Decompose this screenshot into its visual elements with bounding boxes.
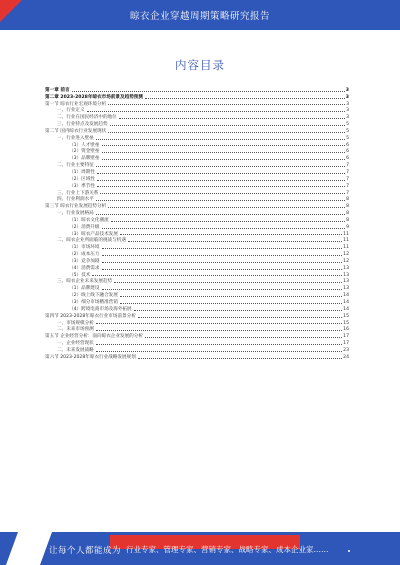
toc-leader-dots — [138, 357, 342, 359]
toc-entry[interactable] — [45, 202, 349, 209]
toc-entry-label: （4）跨境电商市场及海外拓展 — [69, 306, 132, 312]
toc-entry-page: 11 — [343, 238, 349, 244]
toc-entry-label: 三、行业特点及发展趋势 — [57, 122, 108, 128]
toc-entry-label: （5）技术 — [69, 272, 91, 278]
toc-entry-label: （3）细分市场精准营销 — [69, 300, 118, 305]
toc-leader-dots — [102, 247, 343, 249]
toc-entry[interactable] — [45, 257, 349, 264]
footer-dot — [348, 550, 350, 552]
toc-entry[interactable] — [45, 291, 349, 298]
toc-entry[interactable] — [45, 305, 349, 312]
toc-leader-dots — [111, 220, 345, 222]
toc-entry[interactable] — [45, 154, 349, 161]
toc-entry-label: 第四节 2023-2028年晾衣行业市场前景分析 — [45, 313, 136, 319]
toc-entry[interactable] — [45, 196, 349, 203]
toc-entry-label: 三、行业上下游关系 — [57, 190, 99, 196]
toc-leader-dots — [134, 309, 342, 311]
toc-leader-dots — [128, 240, 342, 242]
footer-slogan: 让每个人都能成为 — [49, 546, 122, 556]
toc-entry[interactable] — [45, 175, 349, 182]
toc-entry[interactable] — [45, 134, 349, 141]
toc-entry-label: 一、企业经营现状 — [57, 341, 94, 347]
toc-entry[interactable] — [45, 332, 349, 339]
toc-leader-dots — [120, 233, 342, 235]
toc-entry-label: 一、行业发展格局 — [57, 211, 94, 217]
toc-leader-dots — [96, 322, 342, 324]
toc-entry[interactable] — [45, 346, 349, 353]
toc-entry-label: 二、行业主要特征 — [57, 163, 94, 169]
toc-entry-label: 二、晾衣企业所面临的挑战与机遇 — [57, 238, 126, 244]
toc-entry-page: 9 — [346, 224, 349, 230]
toc-leader-dots — [87, 110, 345, 112]
toc-entry-page: 8 — [346, 197, 349, 203]
toc-leader-dots — [92, 274, 342, 276]
toc-entry-page: 5 — [346, 122, 349, 128]
toc-entry[interactable] — [45, 237, 349, 244]
toc-entry-label: （1）人才壁垒 — [69, 142, 100, 148]
toc-leader-dots — [96, 165, 345, 167]
toc-leader-dots — [97, 179, 345, 181]
toc-entry[interactable] — [45, 284, 349, 291]
toc-entry-page: 3 — [346, 108, 349, 114]
toc-entry-page: 13 — [343, 265, 349, 271]
toc-entry-page: 5 — [346, 135, 349, 141]
toc-leader-dots — [102, 254, 343, 256]
toc-entry-page: 6 — [346, 149, 349, 155]
toc-entry[interactable] — [45, 148, 349, 155]
report-title: 晾衣企业穿越周期策略研究报告 — [129, 11, 270, 22]
toc-entry-label: （3）晾衣产品技术发展 — [69, 231, 118, 237]
footer-stripe — [6, 532, 52, 565]
toc-entry[interactable] — [45, 168, 349, 175]
toc-entry[interactable] — [45, 209, 349, 216]
toc-entry[interactable] — [45, 120, 349, 127]
toc-entry-label: （1）晾衣文化潮流 — [69, 217, 109, 223]
toc-leader-dots — [108, 131, 345, 133]
toc-entry-page: 11 — [343, 231, 349, 237]
toc-entry-page: 15 — [343, 313, 349, 319]
toc-entry-label: （3）竞争加剧 — [69, 258, 100, 264]
toc-entry[interactable] — [45, 250, 349, 257]
toc-entry-label: 第一节 晾衣行业宏观环境分析 — [45, 101, 107, 107]
toc-entry-label: （1）周期性 — [69, 169, 95, 175]
toc-entry[interactable] — [45, 339, 349, 346]
toc-entry-page: 15 — [343, 320, 349, 326]
toc-entry-label: 一、行业定义 — [57, 108, 85, 114]
toc-entry-label: （3）季节性 — [69, 183, 95, 189]
toc-leader-dots — [102, 227, 346, 229]
toc-entry[interactable] — [45, 230, 349, 237]
toc-entry-page: 8 — [346, 204, 349, 210]
toc-entry-page: 17 — [343, 341, 349, 347]
toc-leader-dots — [114, 281, 342, 283]
toc-entry-page: 23 — [343, 347, 349, 353]
toc-entry-page: 13 — [343, 279, 349, 285]
toc-leader-dots — [102, 158, 346, 160]
toc-entry[interactable] — [45, 107, 349, 114]
toc-entry-page: 7 — [346, 169, 349, 175]
toc-entry-page: 7 — [346, 163, 349, 169]
toc-entry[interactable] — [45, 326, 349, 333]
toc-leader-dots — [96, 343, 342, 345]
toc-entry[interactable] — [45, 86, 349, 93]
toc-entry[interactable] — [45, 127, 349, 134]
header-bar — [0, 0, 400, 30]
toc-entry[interactable] — [45, 141, 349, 148]
toc-entry-page: 3 — [346, 101, 349, 107]
toc-entry-label: 一、行业进入壁垒 — [57, 135, 94, 141]
toc-leader-dots — [108, 103, 345, 105]
toc-entry-label: （2）成本压力 — [69, 252, 100, 258]
toc-entry-page: 24 — [343, 354, 349, 360]
toc-entry-label: （2）区域性 — [69, 176, 95, 182]
toc-leader-dots — [120, 295, 342, 297]
toc-entry-page: 11 — [343, 245, 349, 251]
toc-leader-dots — [96, 329, 342, 331]
toc-entry-page: 16 — [343, 327, 349, 333]
toc-entry-label: （2）线上线下融合发展 — [69, 293, 118, 299]
toc-entry-label: 第三节 晾衣行业发展趋势分析 — [45, 204, 107, 210]
toc-entry[interactable] — [45, 182, 349, 189]
toc-leader-dots — [102, 261, 343, 263]
toc-leader-dots — [102, 268, 343, 270]
toc-entry-label: （2）资金壁垒 — [69, 149, 100, 155]
toc-entry-page: 13 — [343, 272, 349, 278]
toc-entry[interactable] — [45, 161, 349, 168]
toc-entry[interactable] — [45, 216, 349, 223]
toc-entry-label: 第二章 2023-2028年晾衣市场前景及趋势预测 — [45, 94, 143, 100]
toc-entry-page: 5 — [346, 128, 349, 134]
toc-entry-label: 第一章 前言 — [45, 87, 70, 93]
toc-entry-label: 二、未来发展战略 — [57, 347, 94, 353]
toc-entry-page: 13 — [343, 286, 349, 292]
toc-leader-dots — [145, 97, 345, 99]
toc-entry[interactable] — [45, 278, 349, 285]
toc-entry[interactable] — [45, 353, 349, 360]
toc-leader-dots — [97, 172, 345, 174]
toc-leader-dots — [102, 288, 343, 290]
toc-leader-dots — [138, 316, 342, 318]
toc-entry[interactable] — [45, 264, 349, 271]
toc-entry-label: （3）品牌壁垒 — [69, 156, 100, 162]
toc-leader-dots — [108, 206, 345, 208]
toc-entry-label: 第六节 2023-2028年晾衣行业战略发展规划 — [45, 354, 136, 360]
toc-leader-dots — [96, 138, 345, 140]
toc-entry-page: 3 — [346, 115, 349, 121]
toc-entry-label: 三、晾衣企业未来发展趋势 — [57, 279, 113, 285]
toc-entry[interactable] — [45, 189, 349, 196]
toc-entry-page: 7 — [346, 183, 349, 189]
toc-leader-dots — [102, 144, 346, 146]
toc-entry-page: 14 — [343, 293, 349, 299]
toc-entry[interactable] — [45, 100, 349, 107]
toc-entry-page: 6 — [346, 142, 349, 148]
toc-entry-label: （4）消费需求 — [69, 265, 100, 271]
toc-leader-dots — [96, 213, 345, 215]
toc-entry[interactable] — [45, 113, 349, 120]
toc-leader-dots — [96, 199, 345, 201]
toc-entry-page: 3 — [345, 94, 349, 100]
toc-leader-dots — [100, 192, 345, 194]
toc-entry-page: 7 — [346, 190, 349, 196]
toc-leader-dots — [110, 124, 346, 126]
toc-entry[interactable] — [45, 243, 349, 250]
toc-entry-page: 14 — [343, 300, 349, 305]
toc-entry-page: 8 — [346, 211, 349, 217]
toc-entry-label: （1）市场环境 — [69, 245, 100, 251]
toc-leader-dots — [96, 350, 342, 352]
toc-entry-page: 7 — [346, 176, 349, 182]
toc-entry-label: 第五节 企业经营分析：面向晾衣企业发展的分析 — [45, 334, 143, 340]
toc-entry-label: 一、市场规模分析 — [57, 320, 94, 326]
toc-leader-dots — [145, 336, 342, 338]
toc-entry[interactable] — [45, 271, 349, 278]
toc-entry-page: 14 — [343, 306, 349, 312]
toc-entry[interactable] — [45, 312, 349, 319]
toc-entry-page: 17 — [343, 334, 349, 340]
toc-entry[interactable] — [45, 298, 349, 305]
toc-entry-page: 12 — [343, 252, 349, 258]
footer-tagline: 行业专家、管理专家、营销专家、战略专家、成本企业家…… — [126, 545, 329, 554]
toc-title: 内容目录 — [175, 58, 225, 72]
toc-entry-label: 二、行业在国民经济中的地位 — [57, 115, 117, 121]
toc-entry-label: 四、行业利润水平 — [57, 197, 94, 203]
toc-entry-page: 8 — [346, 217, 349, 223]
footer-bar — [0, 532, 400, 565]
table-of-contents — [45, 86, 349, 360]
toc-leader-dots — [102, 151, 346, 153]
toc-leader-dots — [120, 302, 342, 304]
toc-entry-page: 3 — [345, 87, 349, 93]
toc-entry-label: （2）消费升级 — [69, 224, 100, 230]
toc-entry-label: 第二节 国内晾衣行业发展现状 — [45, 128, 107, 134]
toc-leader-dots — [119, 117, 345, 119]
toc-entry[interactable] — [45, 319, 349, 326]
toc-leader-dots — [72, 90, 345, 92]
toc-entry-label: （1）品牌建设 — [69, 286, 100, 292]
toc-entry[interactable] — [45, 223, 349, 230]
toc-entry-page: 12 — [343, 258, 349, 264]
toc-entry-page: 6 — [346, 156, 349, 162]
toc-leader-dots — [97, 185, 345, 187]
toc-entry[interactable] — [45, 93, 349, 100]
toc-entry-label: 二、未来市场预测 — [57, 327, 94, 333]
